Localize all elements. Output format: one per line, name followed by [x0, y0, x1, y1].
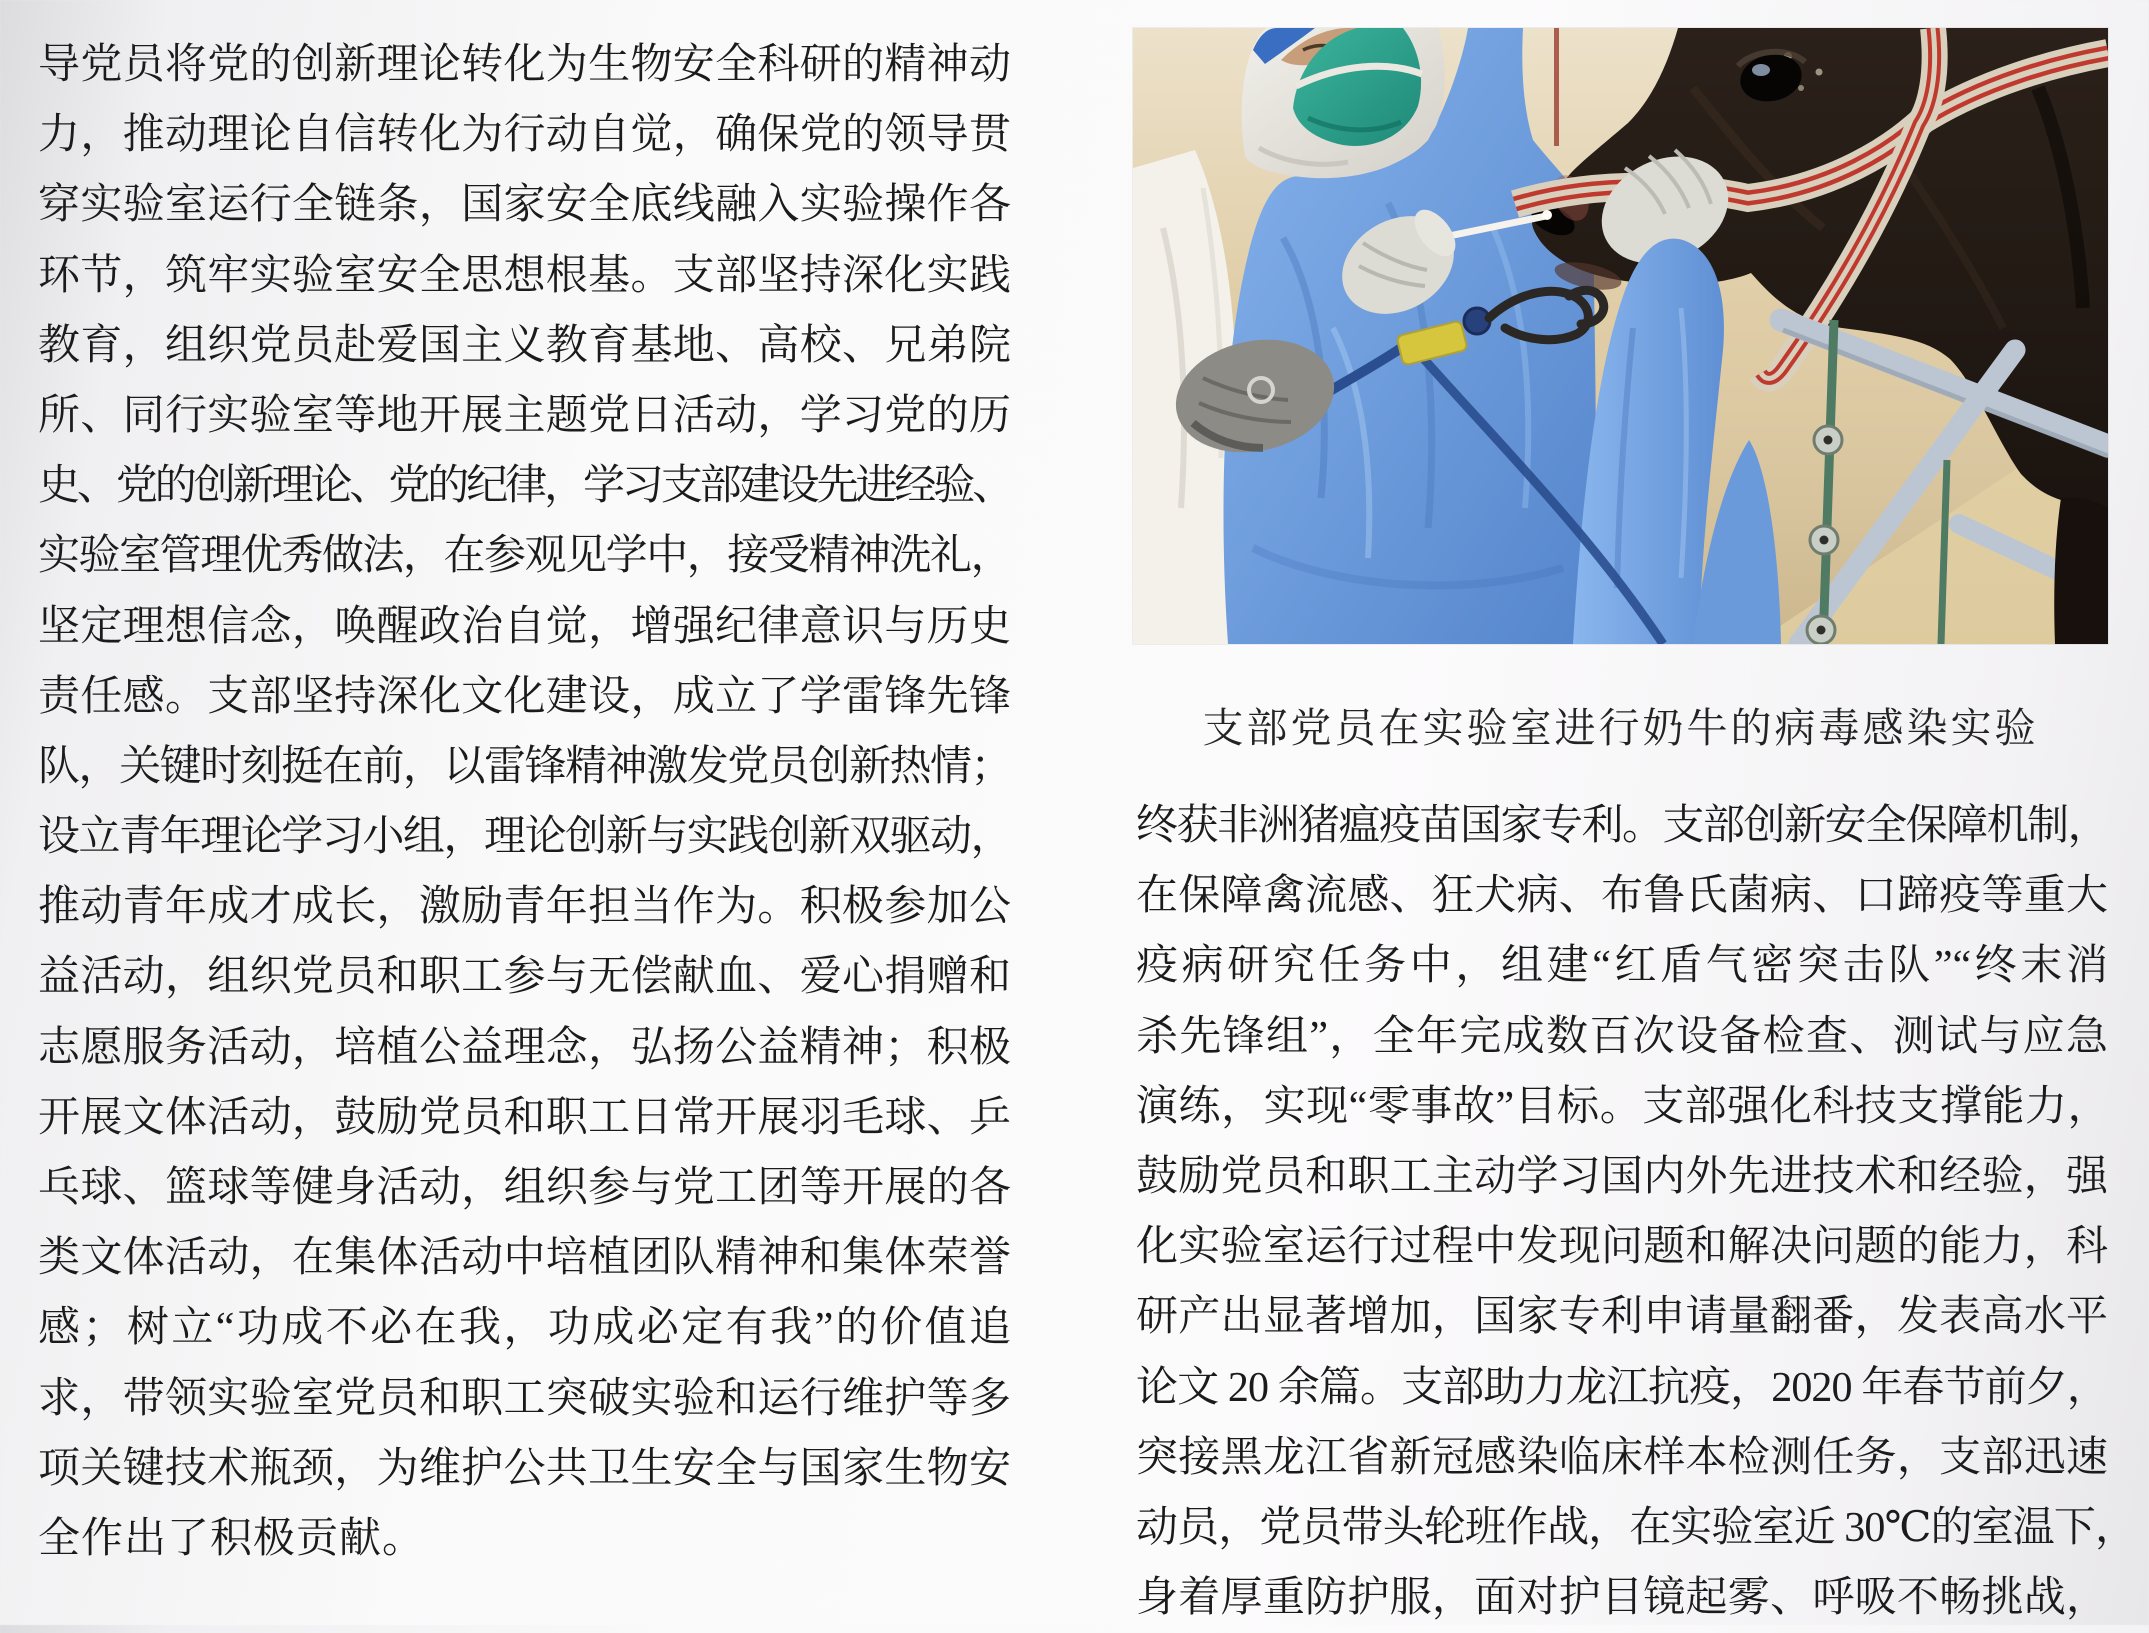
left-text-column: [38, 30, 1011, 1574]
text-line: 史、党的创新理论、党的纪律，学习支部建设先进经验、: [38, 463, 1011, 510]
text-line: 项关键技术瓶颈，为维护公共卫生安全与国家生物安: [38, 1445, 1011, 1492]
text-line: 疫病研究任务中，组建“红盾气密突击队”“终末消: [1136, 943, 2108, 990]
cow-leg: [2054, 497, 2108, 644]
text-line: 志愿服务活动，培植公益理念，弘扬公益精神；积极: [38, 1024, 1011, 1071]
text-line: 在保障禽流感、狂犬病、布鲁氏菌病、口蹄疫等重大: [1136, 873, 2108, 920]
lab-cow-swab-photo-illustration: [1133, 28, 2108, 644]
text-line: 研产出显著增加，国家专利申请量翻番，发表高水平: [1136, 1294, 2108, 1341]
text-line: 所、同行实验室等地开展主题党日活动，学习党的历: [38, 392, 1011, 439]
text-line: 突接黑龙江省新冠感染临床样本检测任务，支部迅速: [1136, 1434, 2108, 1481]
text-line: 全作出了积极贡献。: [38, 1515, 426, 1562]
text-line: 设立青年理论学习小组，理论创新与实践创新双驱动，: [38, 814, 1011, 861]
text-line: 穿实验室运行全链条，国家安全底线融入实验操作各: [38, 182, 1011, 229]
text-line: 益活动，组织党员和职工参与无偿献血、爱心捐赠和: [38, 954, 1011, 1001]
text-line: 推动青年成才成长，激励青年担当作为。积极参加公: [38, 884, 1011, 931]
text-line: 感；树立“功成不必在我，功成必定有我”的价值追: [38, 1305, 1011, 1352]
text-line: 责任感。支部坚持深化文化建设，成立了学雷锋先锋: [38, 673, 1011, 720]
text-line: 开展文体活动，鼓励党员和职工日常开展羽毛球、乒: [38, 1094, 1011, 1141]
text-line: 鼓励党员和职工主动学习国内外先进技术和经验，强: [1136, 1153, 2108, 1200]
text-line: 力，推动理论自信转化为行动自觉，确保党的领导贯: [38, 112, 1011, 159]
swab-tip: [1542, 210, 1552, 220]
text-line: 动员，党员带头轮班作战，在实验室近 30℃的室温下，: [1136, 1504, 2137, 1551]
photo-caption: 支部党员在实验室进行奶牛的病毒感染实验: [1202, 705, 2039, 751]
text-line: 演练，实现“零事故”目标。支部强化科技支撑能力，: [1136, 1083, 2108, 1130]
wall-line: [1554, 28, 1559, 146]
text-line: 论文 20 余篇。支部助力龙江抗疫，2020 年春节前夕，: [1136, 1364, 2108, 1411]
text-line: 求，带领实验室党员和职工突破实验和运行维护等多: [38, 1375, 1011, 1422]
text-line: 坚定理想信念，唤醒政治自觉，增强纪律意识与历史: [38, 603, 1011, 650]
text-line: 终获非洲猪瘟疫苗国家专利。支部创新安全保障机制，: [1136, 803, 2108, 849]
text-line: 类文体活动，在集体活动中培植团队精神和集体荣誉: [38, 1235, 1011, 1282]
text-line: 杀先锋组”，全年完成数百次设备检查、测试与应急: [1136, 1013, 2108, 1060]
text-line: 导党员将党的创新理论转化为生物安全科研的精神动: [38, 42, 1011, 88]
eye-highlight: [1752, 64, 1770, 76]
text-line: 实验室管理优秀做法，在参观见学中，接受精神洗礼，: [38, 533, 1011, 580]
right-text-column: [1136, 791, 2137, 1633]
text-line: 队，关键时刻挺在前，以雷锋精神激发党员创新热情；: [38, 743, 1011, 790]
text-line: 教育，组织党员赴爱国主义教育基地、高校、兄弟院: [38, 322, 1011, 369]
text-line: 环节，筑牢实验室安全思想根基。支部坚持深化实践: [38, 252, 1011, 299]
photo-figure: [1133, 28, 2108, 644]
text-line: 乓球、篮球等健身活动，组织参与党工团等开展的各: [38, 1165, 1011, 1211]
text-line: 身着厚重防护服，面对护目镜起雾、呼吸不畅挑战，: [1136, 1575, 2108, 1622]
text-line: 化实验室运行过程中发现问题和解决问题的能力，科: [1136, 1224, 2108, 1271]
